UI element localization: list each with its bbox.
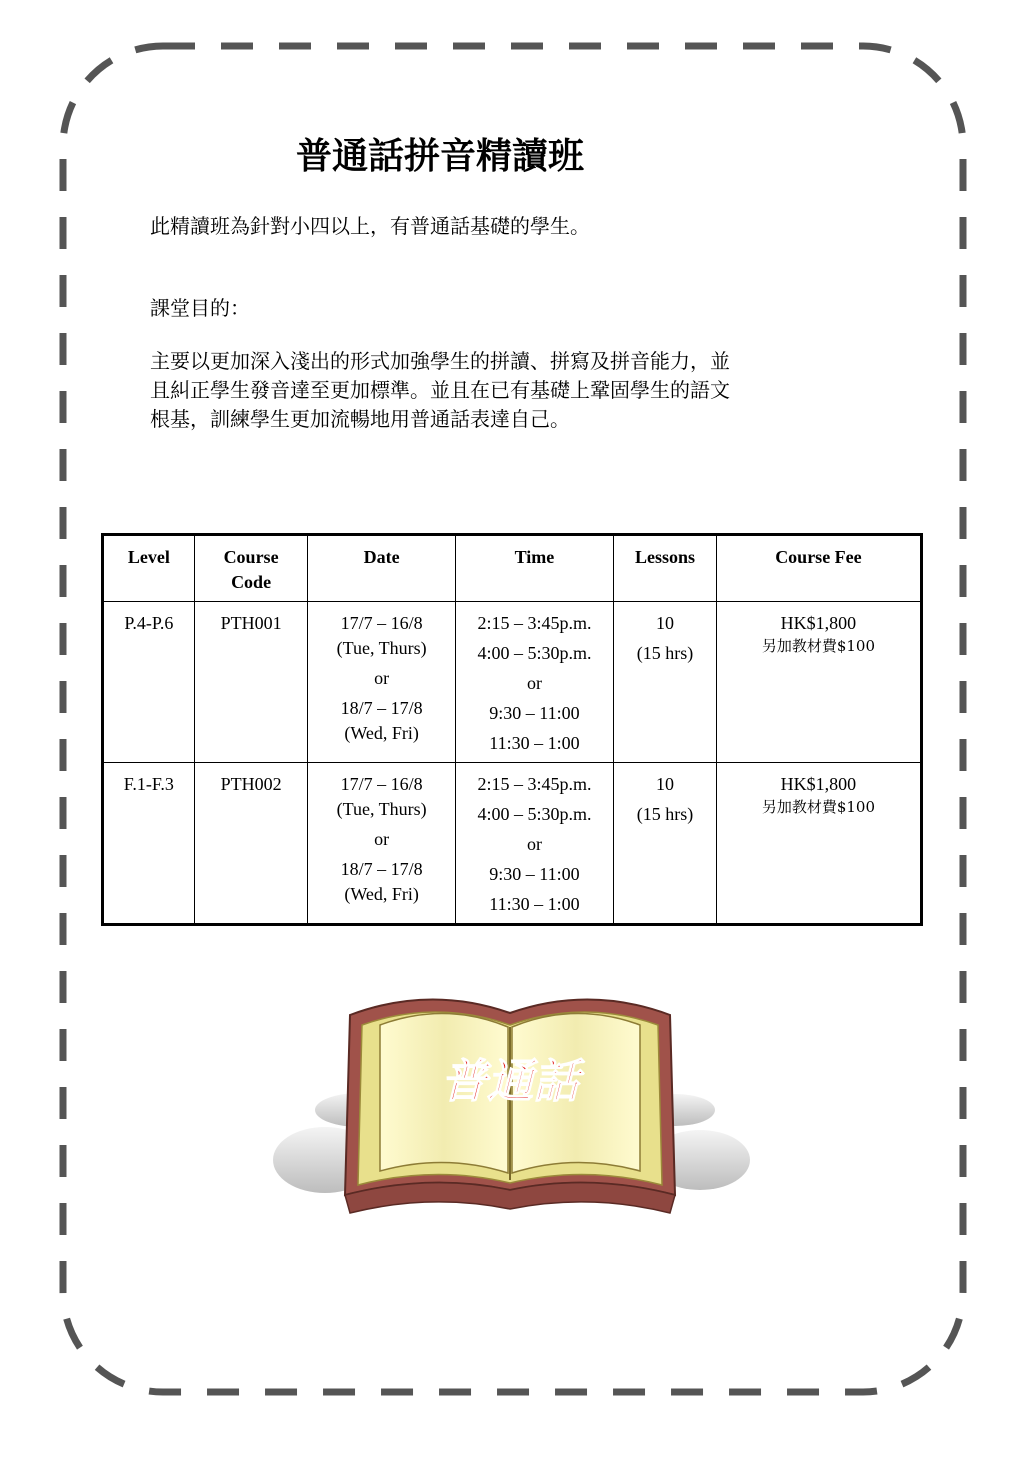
date-days-2: (Wed, Fri) (344, 884, 419, 904)
time-slot-4: 11:30 – 1:00 (489, 894, 580, 914)
cell-time (455, 602, 613, 763)
time-or: or (526, 673, 542, 693)
cell-date (308, 602, 455, 763)
cell-level: P.4-P.6 (103, 602, 195, 763)
date-days-1: (Tue, Thurs) (336, 799, 427, 819)
table-row (103, 763, 922, 925)
date-or: or (374, 668, 390, 688)
objective-body: 主要以更加深入淺出的形式加強學生的拼讀、拼寫及拼音能力，並且糾正學生發音達至更加標準。並且在已有基礎上鞏固學生的語文根基，訓練學生更加流暢地用普通話表達自己。 (150, 349, 730, 431)
course-table (101, 533, 923, 926)
time-slot-4: 11:30 – 1:00 (489, 733, 580, 753)
header-course-code-label: Course Code (223, 547, 279, 592)
date-range-2: 18/7 – 17/8 (340, 859, 423, 879)
fee-extra: 另加教材費$100 (761, 798, 876, 816)
time-or: or (526, 834, 542, 854)
date-range-1: 17/7 – 16/8 (340, 774, 423, 794)
table-header-row (103, 535, 922, 602)
date-days-1: (Tue, Thurs) (336, 638, 427, 658)
cell-lessons (614, 602, 717, 763)
date-range-2: 18/7 – 17/8 (340, 698, 423, 718)
header-level: Level (103, 535, 195, 602)
time-slot-1: 2:15 – 3:45p.m. (477, 613, 592, 633)
header-time: Time (455, 535, 613, 602)
date-or: or (374, 829, 390, 849)
cell-fee (716, 763, 921, 925)
time-slot-2: 4:00 – 5:30p.m. (477, 643, 592, 663)
cell-date (308, 763, 455, 925)
lessons-count: 10 (655, 774, 674, 794)
time-slot-3: 9:30 – 11:00 (489, 864, 580, 884)
time-slot-1: 2:15 – 3:45p.m. (477, 774, 592, 794)
intro-text: 此精讀班為針對小四以上，有普通話基礎的學生。 (150, 214, 590, 238)
header-date: Date (308, 535, 455, 602)
date-range-1: 17/7 – 16/8 (340, 613, 423, 633)
book-label: 普通話 (441, 1054, 579, 1108)
open-book-icon (270, 985, 750, 1235)
cell-fee (716, 602, 921, 763)
lessons-hours: (15 hrs) (636, 804, 694, 824)
page-title: 普通話拼音精讀班 (295, 135, 584, 177)
time-slot-2: 4:00 – 5:30p.m. (477, 804, 592, 824)
time-slot-3: 9:30 – 11:00 (489, 703, 580, 723)
lessons-count: 10 (655, 613, 674, 633)
cell-level: F.1-F.3 (103, 763, 195, 925)
lessons-hours: (15 hrs) (636, 643, 694, 663)
cell-code: PTH002 (194, 763, 308, 925)
header-lessons: Lessons (614, 535, 717, 602)
fee-extra: 另加教材費$100 (761, 637, 876, 655)
header-course-fee: Course Fee (716, 535, 921, 602)
header-course-code (194, 535, 308, 602)
cell-time (455, 763, 613, 925)
fee-amount: HK$1,800 (780, 774, 857, 794)
table-row (103, 602, 922, 763)
date-days-2: (Wed, Fri) (344, 723, 419, 743)
objective-heading: 課堂目的： (150, 296, 250, 320)
cell-code: PTH001 (194, 602, 308, 763)
fee-amount: HK$1,800 (780, 613, 857, 633)
cell-lessons (614, 763, 717, 925)
